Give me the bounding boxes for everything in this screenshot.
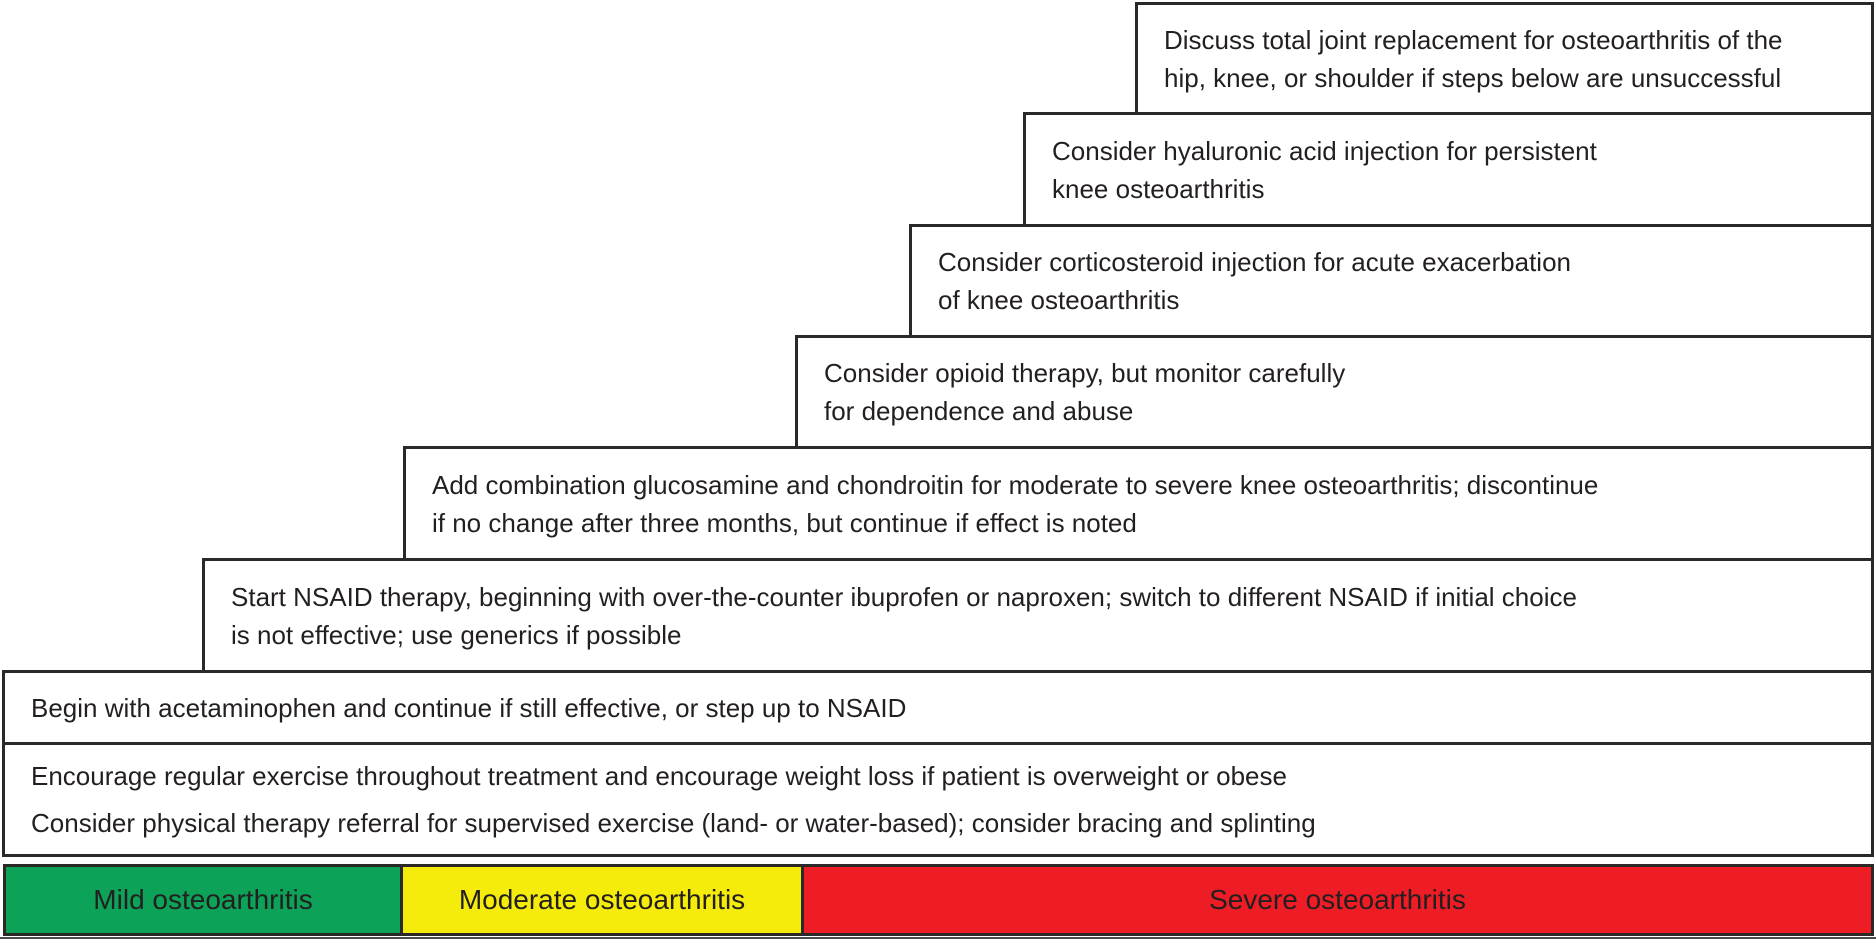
step-text-line: Discuss total joint replacement for osteoarthritis of the [1164, 24, 1783, 55]
step-text-line: hip, knee, or shoulder if steps below are unsuccessful [1164, 62, 1782, 93]
severity-band-mild [6, 867, 400, 933]
step-text-line: if no change after three months, but continue if effect is noted [432, 507, 1137, 538]
step-text-line: Consider hyaluronic acid injection for persistent [1052, 135, 1597, 166]
severity-band-label: Moderate osteoarthritis [458, 884, 746, 915]
step-text-line: knee osteoarthritis [1052, 173, 1265, 204]
severity-band-label: Mild osteoarthritis [93, 884, 313, 915]
severity-band-label: Severe osteoarthritis [1209, 884, 1466, 915]
step-box-acetaminophen [2, 670, 1874, 742]
step-text-line: Consider corticosteroid injection for acute exacerbation [938, 247, 1572, 277]
step-box-exercise-physical-therapy [2, 742, 1874, 857]
severity-band-moderate [400, 867, 801, 933]
step-box-hyaluronic-acid-injection [1023, 112, 1874, 224]
step-text-line: for dependence and abuse [824, 396, 1134, 426]
step-text-line: Start NSAID therapy, beginning with over-the-counter ibuprofen or naproxen; switch to different NSAID if initial choice [231, 581, 1577, 612]
step-text-line: Begin with acetaminophen and continue if still effective, or step up to NSAID [31, 692, 907, 723]
step-box-nsaid-therapy [202, 558, 1874, 670]
step-text-line: Consider opioid therapy, but monitor carefully [824, 358, 1346, 388]
severity-band-severe [801, 867, 1871, 933]
step-box-glucosamine-chondroitin [403, 446, 1874, 558]
step-text-line: is not effective; use generics if possible [231, 619, 682, 650]
step-box-total-joint-replacement [1135, 2, 1874, 112]
figure-baseline [0, 937, 1876, 939]
step-text-line: Encourage regular exercise throughout treatment and encourage weight loss if patient is overweight or obese [31, 760, 1287, 791]
step-text-line: of knee osteoarthritis [938, 285, 1180, 315]
severity-bar [3, 864, 1874, 936]
step-text-line: Add combination glucosamine and chondroitin for moderate to severe knee osteoarthritis; discontinue [432, 469, 1599, 500]
step-box-corticosteroid-injection [909, 224, 1874, 335]
step-box-opioid-therapy [795, 335, 1874, 446]
step-text-line: Consider physical therapy referral for supervised exercise (land- or water-based); consider bracing and splinting [31, 807, 1316, 838]
